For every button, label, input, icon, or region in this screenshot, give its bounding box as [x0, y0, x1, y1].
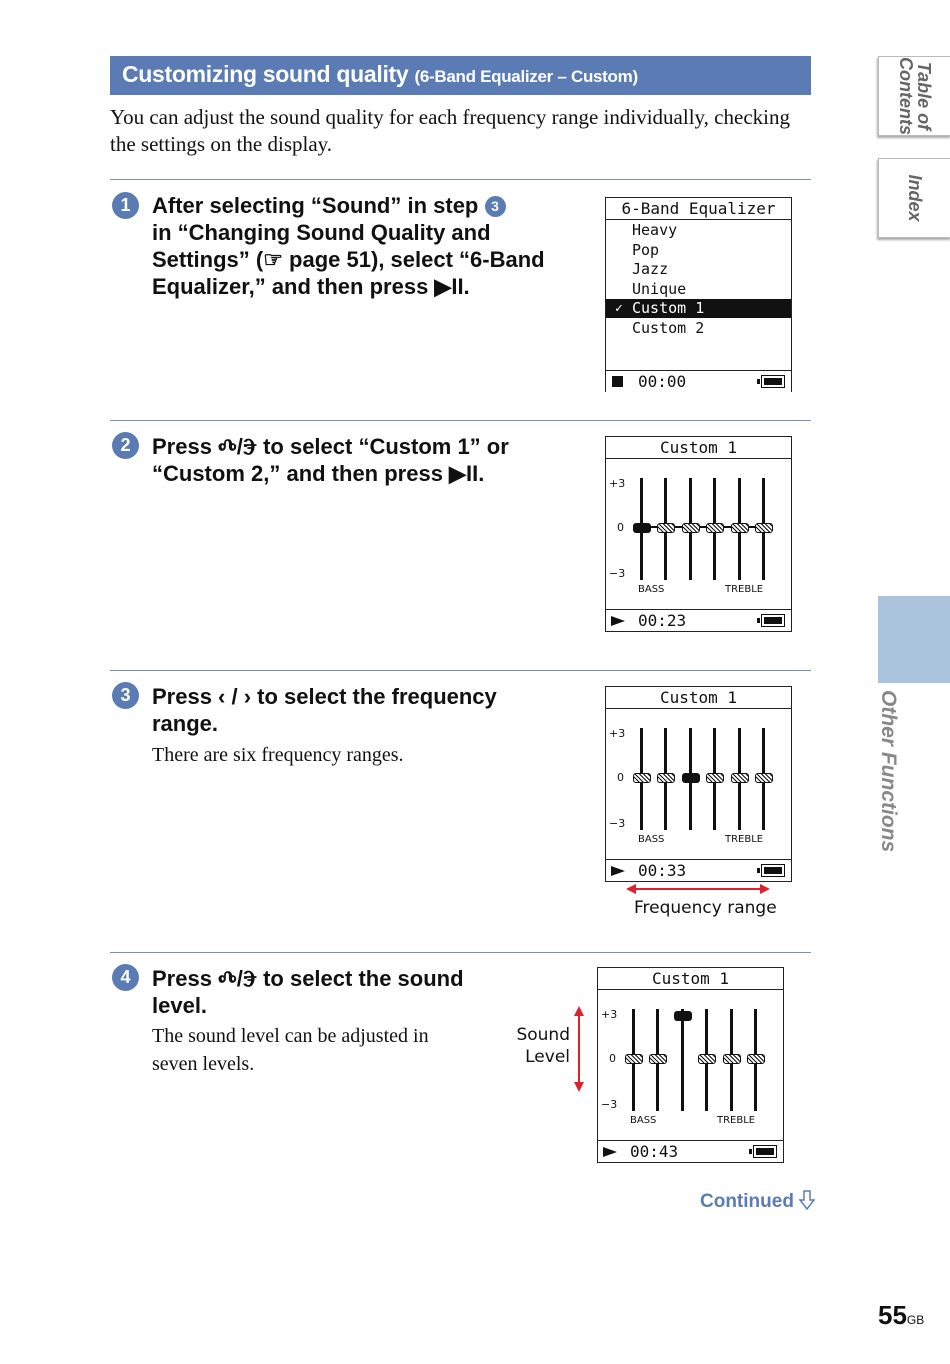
bass-label: BASS	[638, 584, 665, 595]
divider	[110, 420, 811, 421]
step-4-line-1: Press Ⰴ/Ⰵ to select the sound	[152, 966, 464, 991]
screen-footer	[606, 859, 791, 881]
step-3-body: There are six frequency ranges.	[152, 744, 404, 766]
arrow-down-icon	[799, 1190, 815, 1210]
step-number-2: 2	[112, 432, 139, 459]
frequency-range-caption: Frequency range	[634, 898, 777, 918]
treble-label: TREBLE	[717, 1115, 756, 1126]
section-header	[110, 56, 811, 95]
eq-band-knob[interactable]	[698, 1054, 716, 1064]
battery-icon	[761, 614, 785, 627]
scale-minus-label: −3	[609, 567, 626, 580]
step-2-line-1: Press Ⰴ/Ⰵ to select “Custom 1” or	[152, 434, 509, 459]
menu-item[interactable]: Heavy	[632, 221, 678, 239]
section-label-text: Other Functions	[877, 690, 900, 853]
equalizer-menu-screen	[605, 197, 792, 392]
section-subtitle: (6-Band Equalizer – Custom)	[414, 67, 638, 86]
scale-zero-label: 0	[617, 521, 624, 534]
eq-band-knob[interactable]	[755, 523, 773, 533]
menu-item[interactable]: Custom 2	[632, 319, 705, 337]
battery-icon	[753, 1145, 777, 1158]
index-tab[interactable]	[878, 158, 950, 238]
menu-item[interactable]: Unique	[632, 279, 687, 298]
menu-item[interactable]	[606, 299, 791, 318]
step-3-title	[152, 683, 592, 737]
step-number-4: 4	[112, 964, 139, 991]
play-icon	[611, 616, 625, 626]
scale-zero-label: 0	[609, 1052, 616, 1065]
sound-level-caption-line-2: Level	[525, 1047, 570, 1067]
step-1-line-4: Equalizer,” and then press ▶II.	[152, 274, 470, 299]
divider	[110, 670, 811, 671]
eq-band-knob[interactable]	[649, 1054, 667, 1064]
page-number-suffix: GB	[906, 1313, 925, 1327]
eq-band-knob[interactable]	[723, 1054, 741, 1064]
step-ref-number[interactable]: 3	[485, 196, 506, 217]
continued-link[interactable]	[700, 1190, 815, 1213]
sound-level-caption	[506, 1024, 570, 1068]
toc-label-line-1: Table of	[914, 61, 934, 131]
eq-band-knob[interactable]	[674, 1011, 692, 1021]
sound-level-caption-line-1: Sound	[516, 1025, 570, 1045]
step-1-line-3[interactable]: Settings” (☞ page 51), select “6-Band	[152, 247, 545, 272]
step-1-line-2: in “Changing Sound Quality and	[152, 220, 491, 245]
treble-label: TREBLE	[725, 584, 764, 595]
screen-title: Custom 1	[598, 968, 783, 990]
battery-icon	[761, 375, 785, 388]
step-2-line-2: “Custom 2,” and then press ▶II.	[152, 461, 485, 486]
bass-label: BASS	[638, 834, 665, 845]
step-3-line-1: Press ‹ / › to select the frequency	[152, 684, 497, 709]
step-4-body	[152, 1022, 429, 1078]
play-icon	[611, 866, 625, 876]
eq-band-knob[interactable]	[633, 773, 651, 783]
step-4-line-2: level.	[152, 993, 208, 1018]
play-icon	[603, 1147, 617, 1157]
section-label	[877, 690, 902, 853]
scale-plus-label: +3	[609, 477, 626, 490]
table-of-contents-tab[interactable]	[878, 56, 950, 136]
screen-title: Custom 1	[606, 687, 791, 709]
section-title-text: Customizing sound quality	[122, 61, 409, 87]
check-icon: ✓	[615, 301, 623, 317]
screen-footer	[598, 1140, 783, 1162]
eq-band-knob[interactable]	[633, 523, 651, 533]
eq-band-knob[interactable]	[706, 523, 724, 533]
step-4-title	[152, 965, 512, 1019]
section-marker	[878, 596, 950, 683]
table-of-contents-label	[897, 57, 933, 135]
frequency-range-arrow	[626, 881, 770, 897]
eq-band-knob[interactable]	[731, 773, 749, 783]
equalizer-custom-screen	[605, 686, 792, 882]
scale-zero-label: 0	[617, 771, 624, 784]
menu-item[interactable]: Pop	[632, 240, 660, 259]
page-number	[878, 1300, 924, 1331]
treble-label: TREBLE	[725, 834, 764, 845]
scale-minus-label: −3	[601, 1098, 618, 1111]
step-number-3: 3	[112, 682, 139, 709]
step-2-title	[152, 433, 592, 487]
elapsed-time: 00:23	[638, 611, 687, 630]
continued-label: Continued	[700, 1191, 794, 1212]
menu-item-label: Custom 1	[632, 299, 705, 318]
scale-minus-label: −3	[609, 817, 626, 830]
eq-band-knob[interactable]	[731, 523, 749, 533]
scale-plus-label: +3	[609, 727, 626, 740]
divider	[110, 179, 811, 180]
sound-level-arrow	[571, 1006, 587, 1092]
step-4-body-line-1: The sound level can be adjusted in	[152, 1025, 429, 1047]
screen-title: Custom 1	[606, 437, 791, 459]
section-title	[122, 61, 638, 88]
eq-band-knob[interactable]	[657, 773, 675, 783]
elapsed-time: 00:43	[630, 1142, 679, 1161]
step-4-body-line-2: seven levels.	[152, 1053, 255, 1075]
page-number-value: 55	[878, 1300, 907, 1330]
divider	[110, 952, 811, 953]
step-1-title	[152, 192, 592, 300]
intro-text: You can adjust the sound quality for each frequency range individually, checking the settings on the display.	[110, 105, 790, 156]
step-1-line-1: After selecting “Sound” in step	[152, 193, 479, 218]
stop-icon	[612, 376, 623, 387]
screen-footer	[606, 609, 791, 631]
menu-item[interactable]: Jazz	[632, 260, 669, 279]
eq-band-knob[interactable]	[755, 773, 773, 783]
elapsed-time: 00:33	[638, 861, 687, 880]
battery-icon	[761, 864, 785, 877]
eq-band-knob[interactable]	[747, 1054, 765, 1064]
bass-label: BASS	[630, 1115, 657, 1126]
equalizer-custom-screen	[605, 436, 792, 632]
index-label: Index	[905, 174, 925, 222]
screen-footer	[606, 370, 791, 392]
eq-band-knob[interactable]	[625, 1054, 643, 1064]
eq-band-slider[interactable]	[681, 1009, 684, 1111]
screen-title: 6-Band Equalizer	[606, 198, 791, 220]
step-number-1: 1	[112, 192, 139, 219]
eq-band-knob[interactable]	[682, 523, 700, 533]
elapsed-time: 00:00	[638, 372, 687, 391]
scale-plus-label: +3	[601, 1008, 618, 1021]
toc-label-line-2: Contents	[896, 57, 916, 135]
step-3-line-2: range.	[152, 711, 219, 736]
equalizer-custom-screen	[597, 967, 784, 1163]
eq-band-knob[interactable]	[682, 773, 700, 783]
eq-band-knob[interactable]	[706, 773, 724, 783]
eq-band-knob[interactable]	[657, 523, 675, 533]
